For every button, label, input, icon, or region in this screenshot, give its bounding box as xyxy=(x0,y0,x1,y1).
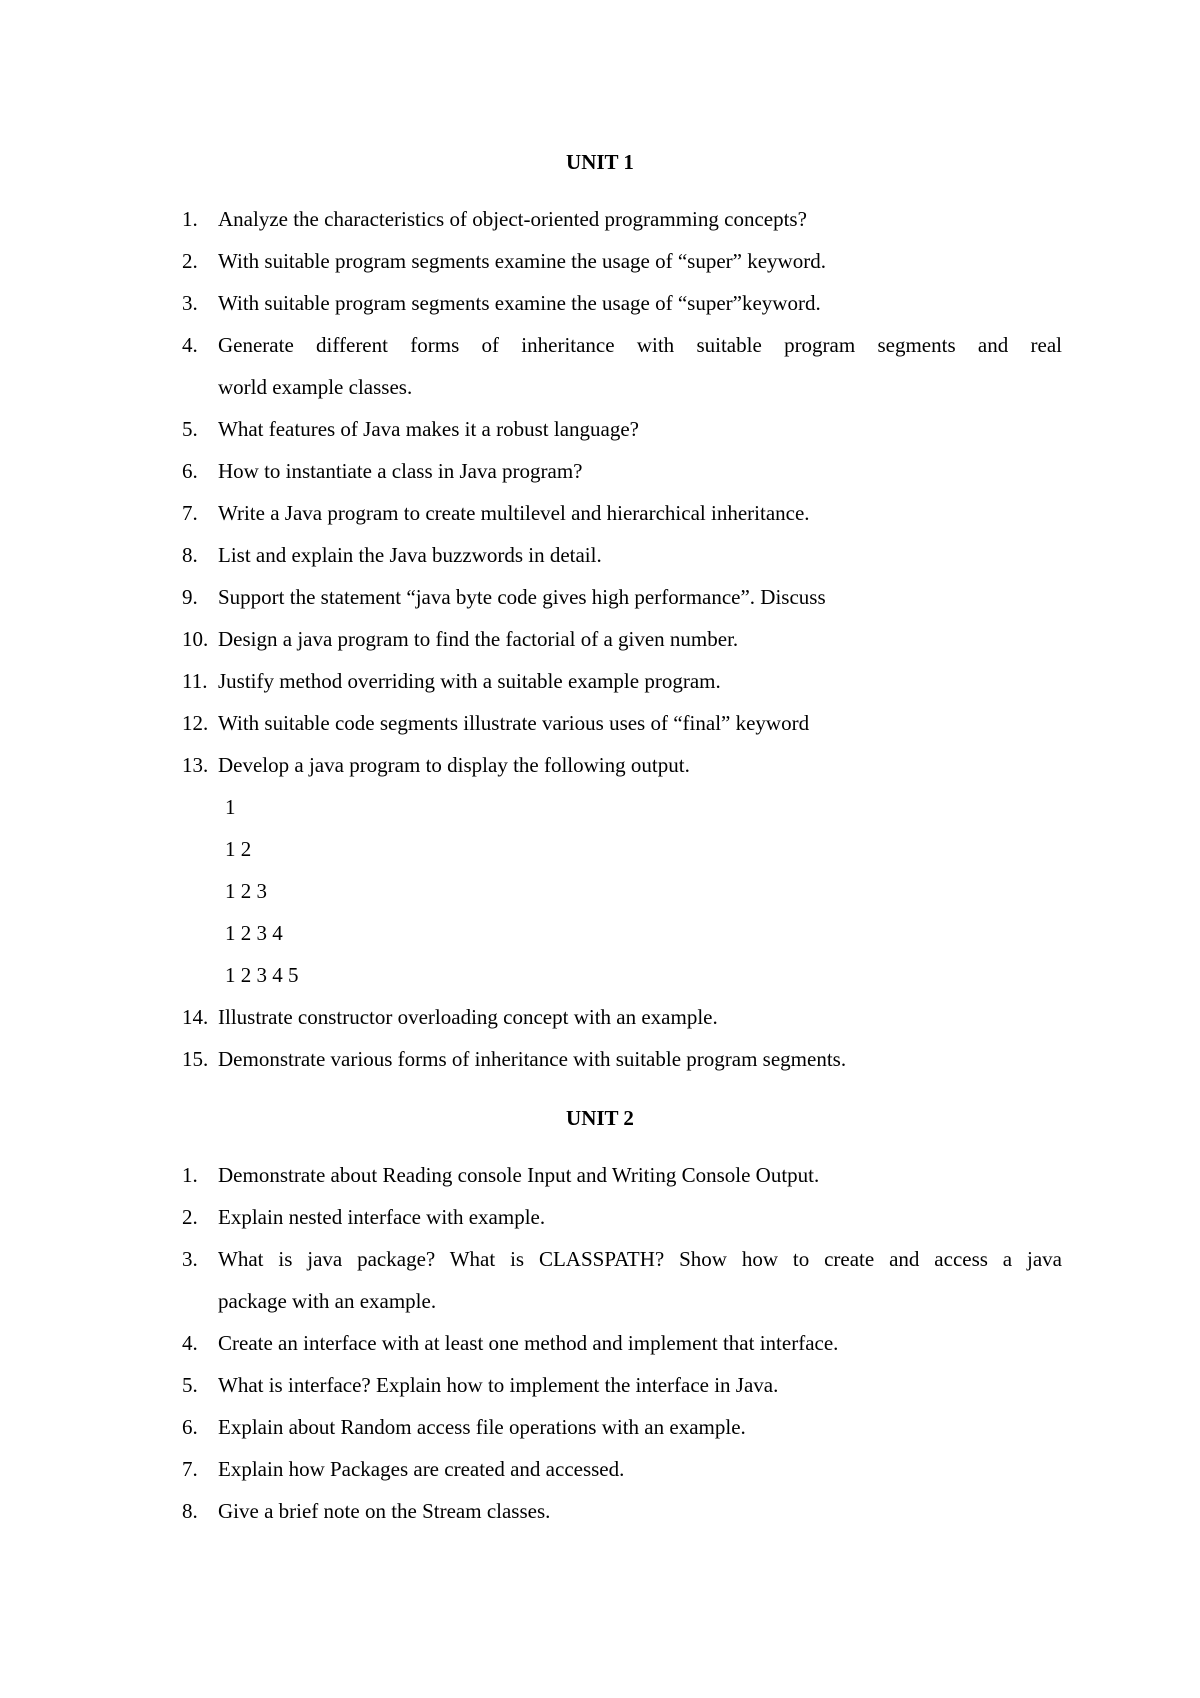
question-text: With suitable code segments illustrate various uses of “final” keyword xyxy=(218,711,810,735)
question-number: 1. xyxy=(182,207,198,231)
output-line-1: 1 xyxy=(225,795,236,819)
question-text: Design a java program to find the factorial of a given number. xyxy=(218,627,739,651)
question-number: 7. xyxy=(182,1457,198,1481)
question-text: Demonstrate various forms of inheritance with suitable program segments. xyxy=(218,1047,847,1071)
question-number: 8. xyxy=(182,1499,198,1523)
question-text: Give a brief note on the Stream classes. xyxy=(218,1499,551,1523)
question-text: Develop a java program to display the following output. xyxy=(218,753,690,777)
question-text: Analyze the characteristics of object-oriented programming concepts? xyxy=(218,207,807,231)
question-number: 10. xyxy=(182,627,209,651)
question-text: Explain about Random access file operations with an example. xyxy=(218,1415,746,1439)
unit-1-question-11 xyxy=(182,660,1062,702)
question-number: 1. xyxy=(182,1163,198,1187)
unit-1-question-13 xyxy=(182,744,1062,786)
output-line-4: 1 2 3 4 xyxy=(225,921,283,945)
unit-1-question-5 xyxy=(182,408,1062,450)
question-text-line-2: world example classes. xyxy=(218,375,413,399)
question-number: 4. xyxy=(182,333,198,357)
unit-1-question-7 xyxy=(182,492,1062,534)
unit-1-question-4 xyxy=(182,324,1062,408)
output-line-2: 1 2 xyxy=(225,837,252,861)
unit-2-question-2 xyxy=(182,1196,1062,1238)
question-number: 7. xyxy=(182,501,198,525)
output-line-3: 1 2 3 xyxy=(225,879,267,903)
unit-1-question-10 xyxy=(182,618,1062,660)
question-text: List and explain the Java buzzwords in detail. xyxy=(218,543,602,567)
question-text-line-1: Generate different forms of inheritance with suitable program segments and real xyxy=(218,333,1062,357)
unit-2-question-7 xyxy=(182,1448,1062,1490)
question-number: 6. xyxy=(182,1415,198,1439)
unit-1-question-8 xyxy=(182,534,1062,576)
question-number: 15. xyxy=(182,1047,209,1071)
unit-2-question-6 xyxy=(182,1406,1062,1448)
question-text: With suitable program segments examine the usage of “super” keyword. xyxy=(218,249,826,273)
question-text: Justify method overriding with a suitable example program. xyxy=(218,669,721,693)
question-number: 2. xyxy=(182,249,198,273)
question-text: Demonstrate about Reading console Input and Writing Console Output. xyxy=(218,1163,820,1187)
unit-2-question-5 xyxy=(182,1364,1062,1406)
unit-2-question-8 xyxy=(182,1490,1062,1532)
question-text: Support the statement “java byte code gives high performance”. Discuss xyxy=(218,585,826,609)
unit-1-question-3 xyxy=(182,282,1062,324)
unit-1-question-9 xyxy=(182,576,1062,618)
question-text: Explain nested interface with example. xyxy=(218,1205,546,1229)
unit-1-question-6 xyxy=(182,450,1062,492)
question-text: Create an interface with at least one method and implement that interface. xyxy=(218,1331,839,1355)
question-text: With suitable program segments examine the usage of “super”keyword. xyxy=(218,291,821,315)
question-number: 6. xyxy=(182,459,198,483)
question-text: Explain how Packages are created and accessed. xyxy=(218,1457,625,1481)
question-number: 3. xyxy=(182,291,198,315)
unit-1-question-12 xyxy=(182,702,1062,744)
unit-2-question-1 xyxy=(182,1154,1062,1196)
question-number: 11. xyxy=(182,669,208,693)
question-number: 3. xyxy=(182,1247,198,1271)
output-line-5: 1 2 3 4 5 xyxy=(225,963,299,987)
question-text: Illustrate constructor overloading concept with an example. xyxy=(218,1005,718,1029)
question-text: What features of Java makes it a robust language? xyxy=(218,417,639,441)
question-text: How to instantiate a class in Java program? xyxy=(218,459,583,483)
unit-2-question-4 xyxy=(182,1322,1062,1364)
question-text xyxy=(218,1238,1062,1322)
unit-1-heading: UNIT 1 xyxy=(566,150,634,174)
unit-1-question-2 xyxy=(182,240,1062,282)
unit-1-question-15 xyxy=(182,1038,1062,1080)
question-number: 13. xyxy=(182,753,209,777)
question-text: Write a Java program to create multilevel and hierarchical inheritance. xyxy=(218,501,810,525)
question-text-line-2: package with an example. xyxy=(218,1289,437,1313)
question-number: 14. xyxy=(182,1005,209,1029)
unit-1-question-1 xyxy=(182,198,1062,240)
question-number: 12. xyxy=(182,711,209,735)
question-text: What is interface? Explain how to implement the interface in Java. xyxy=(218,1373,779,1397)
question-number: 9. xyxy=(182,585,198,609)
question-number: 2. xyxy=(182,1205,198,1229)
question-text xyxy=(218,324,1062,408)
question-number: 4. xyxy=(182,1331,198,1355)
question-number: 5. xyxy=(182,417,198,441)
unit-2-heading: UNIT 2 xyxy=(566,1106,634,1130)
question-number: 8. xyxy=(182,543,198,567)
question-number: 5. xyxy=(182,1373,198,1397)
unit-1-question-14 xyxy=(182,996,1062,1038)
unit-2-question-3 xyxy=(182,1238,1062,1322)
question-text-line-1: What is java package? What is CLASSPATH? Show how to create and access a java xyxy=(218,1247,1062,1271)
